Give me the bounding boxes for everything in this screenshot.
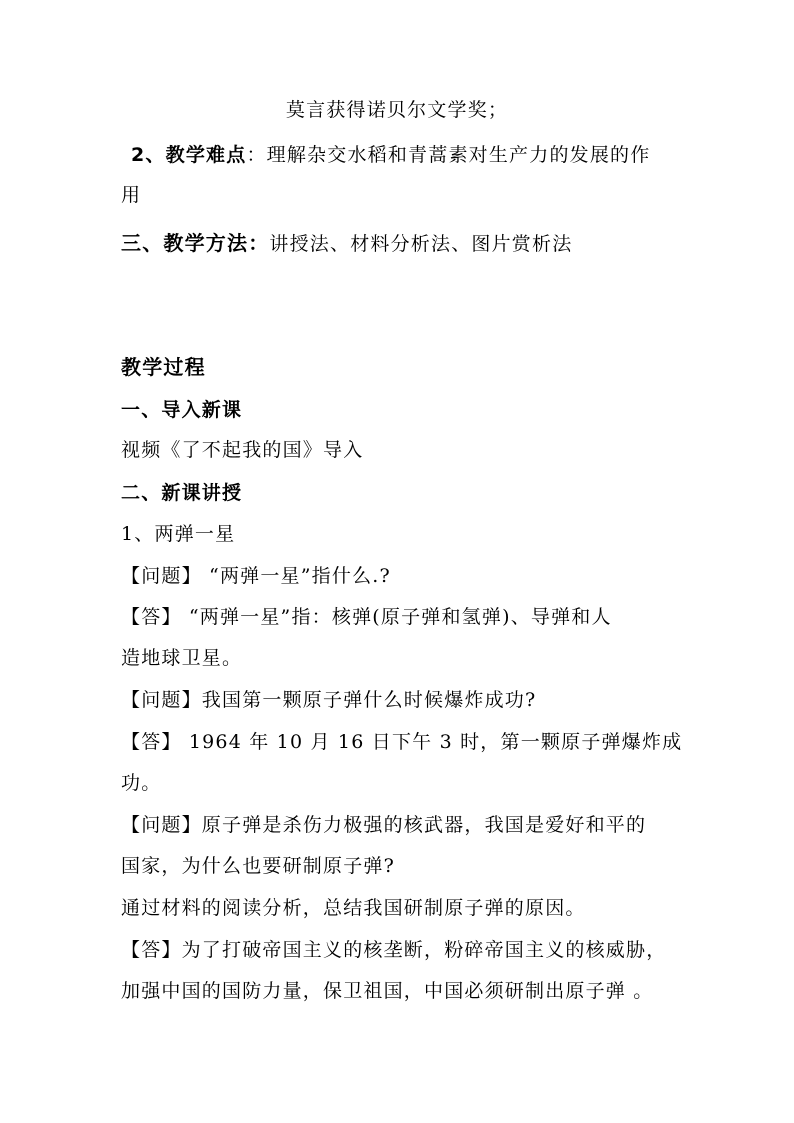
answer-3-line-1: 【答】为了打破帝国主义的核垄断，粉碎帝国主义的核威胁， [121, 939, 667, 961]
difficulty-line [131, 143, 650, 167]
answer-2-line-1: 【答】 1964 年 10 月 16 日下午 3 时，第一颗原子弹爆炸成 [121, 731, 683, 753]
prize-line: 莫言获得诺贝尔文学奖； [285, 99, 509, 121]
answer-2-line-2: 功。 [121, 772, 162, 794]
answer-1-line-2: 造地球卫星。 [121, 647, 243, 669]
difficulty-continuation: 用 [121, 184, 142, 206]
difficulty-label: 教学难点 [165, 144, 247, 166]
answer-3-line-2: 加强中国的国防力量，保卫祖国，中国必须研制出原子弹 。 [121, 980, 654, 1002]
method-line [121, 231, 572, 256]
question-1: 【问题】 “两弹一星”指什么.? [121, 565, 391, 587]
item1-heading: 1、两弹一星 [121, 523, 236, 545]
question-3-line-2: 国家，为什么也要研制原子弹? [121, 855, 395, 877]
process-title: 教学过程 [121, 355, 206, 379]
section1-text: 视频《了不起我的国》导入 [121, 439, 364, 461]
difficulty-text: ：理解杂交水稻和青蒿素对生产力的发展的作 [246, 144, 651, 166]
method-label: 三、教学方法： [121, 231, 270, 255]
section1-title: 一、导入新课 [121, 399, 243, 421]
question-2: 【问题】我国第一颗原子弹什么时候爆炸成功? [121, 689, 537, 711]
method-text: 讲授法、材料分析法、图片赏析法 [269, 233, 573, 255]
question-3-line-1: 【问题】原子弹是杀伤力极强的核武器，我国是爱好和平的 [121, 814, 647, 836]
difficulty-number: 2、 [131, 144, 166, 166]
answer-1-line-1: 【答】 “两弹一星”指：核弹(原子弹和氢弹)、导弹和人 [121, 606, 612, 628]
analysis-line: 通过材料的阅读分析，总结我国研制原子弹的原因。 [121, 897, 586, 919]
section2-title: 二、新课讲授 [121, 482, 243, 504]
